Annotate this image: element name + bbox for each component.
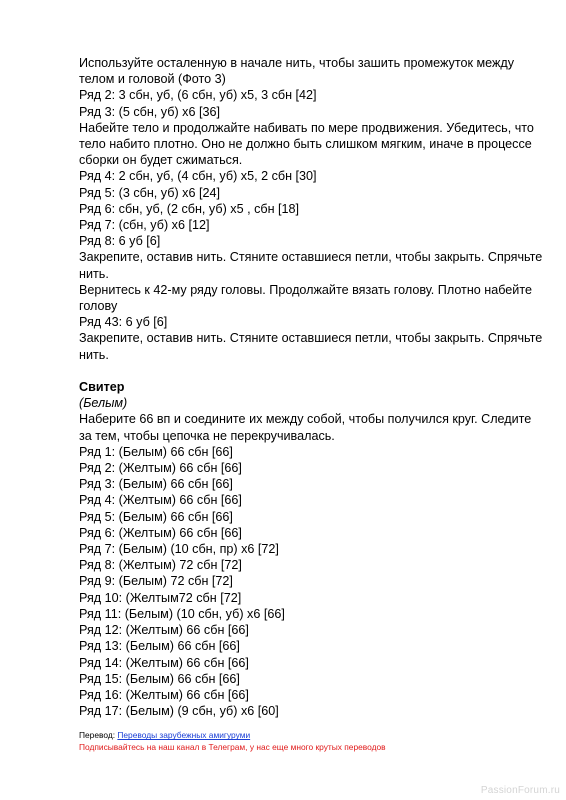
text-line: Закрепите, оставив нить. Стяните оставшиеся петли, чтобы закрыть. Спрячьте — [79, 250, 543, 265]
row-instruction: Ряд 8: (Желтым) 72 сбн [72] — [79, 558, 242, 573]
row-instruction: Ряд 3: (Белым) 66 сбн [66] — [79, 477, 233, 492]
row-instruction: Ряд 17: (Белым) (9 сбн, уб) х6 [60] — [79, 704, 279, 719]
text-line: Вернитесь к 42-му ряду головы. Продолжайте вязать голову. Плотно набейте — [79, 282, 532, 297]
row-instruction: Ряд 4: (Желтым) 66 сбн [66] — [79, 493, 242, 508]
text-line: телом и головой (Фото 3) — [79, 72, 226, 87]
row-instruction: Ряд 6: (Желтым) 66 сбн [66] — [79, 525, 242, 540]
document-page — [79, 55, 543, 753]
row-instruction: Ряд 7: (сбн, уб) х6 [12] — [79, 218, 210, 233]
text-line: голову — [79, 299, 118, 314]
telegram-promo: Подписывайтесь на наш канал в Телеграм, у нас еще много крутых переводов — [79, 742, 386, 753]
row-instruction: Ряд 5: (Белым) 66 сбн [66] — [79, 509, 233, 524]
text-line: сборки он будет сжиматься. — [79, 153, 243, 168]
row-instruction: Ряд 2: (Желтым) 66 сбн [66] — [79, 461, 242, 476]
translation-credit — [79, 729, 539, 741]
row-instruction: Ряд 2: 3 сбн, уб, (6 сбн, уб) х5, 3 сбн [42] — [79, 88, 317, 103]
text-line: Используйте осталенную в начале нить, чтобы зашить промежуток между — [79, 56, 515, 70]
row-instruction: Ряд 1: (Белым) 66 сбн [66] — [79, 444, 233, 459]
translation-label: Перевод: — [79, 730, 118, 741]
footer — [79, 729, 539, 753]
row-instruction: Ряд 15: (Белым) 66 сбн [66] — [79, 671, 240, 686]
watermark: PassionForum.ru — [480, 785, 560, 796]
translation-link[interactable]: Переводы зарубежных амигуруми — [117, 730, 251, 741]
text-line: нить. — [79, 347, 109, 362]
row-instruction: Ряд 43: 6 уб [6] — [79, 315, 168, 330]
row-instruction: Ряд 16: (Желтым) 66 сбн [66] — [79, 687, 249, 702]
sweater-section — [79, 379, 539, 719]
row-instruction: Ряд 13: (Белым) 66 сбн [66] — [79, 639, 240, 654]
row-instruction: Ряд 6: сбн, уб, (2 сбн, уб) х5 , сбн [18] — [79, 201, 300, 216]
text-line: Закрепите, оставив нить. Стяните оставшиеся петли, чтобы закрыть. Спрячьте — [79, 331, 543, 346]
row-instruction: Ряд 5: (3 сбн, уб) х6 [24] — [79, 185, 220, 200]
text-line: тело набито плотно. Оно не должно быть слишком мягким, иначе в процессе — [79, 137, 532, 152]
row-instruction: Ряд 11: (Белым) (10 сбн, уб) х6 [66] — [79, 606, 285, 621]
text-line: Набейте тело и продолжайте набивать по мере продвижения. Убедитесь, что — [79, 120, 534, 135]
row-instruction: Ряд 4: 2 сбн, уб, (4 сбн, уб) х5, 2 сбн [30] — [79, 169, 317, 184]
text-line: за тем, чтобы цепочка не перекручивалась. — [79, 428, 335, 443]
text-line: нить. — [79, 266, 109, 281]
intro-section — [79, 55, 543, 363]
section-subtitle: (Белым) — [79, 396, 128, 411]
text-line: Наберите 66 вп и соедините их между собой, чтобы получился круг. Следите — [79, 412, 532, 427]
section-heading: Свитер — [79, 380, 125, 395]
row-instruction: Ряд 14: (Желтым) 66 сбн [66] — [79, 655, 249, 670]
row-instruction: Ряд 8: 6 уб [6] — [79, 234, 161, 249]
row-instruction: Ряд 7: (Белым) (10 сбн, пр) х6 [72] — [79, 542, 279, 557]
row-instruction: Ряд 3: (5 сбн, уб) х6 [36] — [79, 104, 220, 119]
row-instruction: Ряд 10: (Желтым72 сбн [72] — [79, 590, 242, 605]
row-instruction: Ряд 12: (Желтым) 66 сбн [66] — [79, 623, 249, 638]
section-spacer — [79, 363, 539, 379]
row-instruction: Ряд 9: (Белым) 72 сбн [72] — [79, 574, 233, 589]
